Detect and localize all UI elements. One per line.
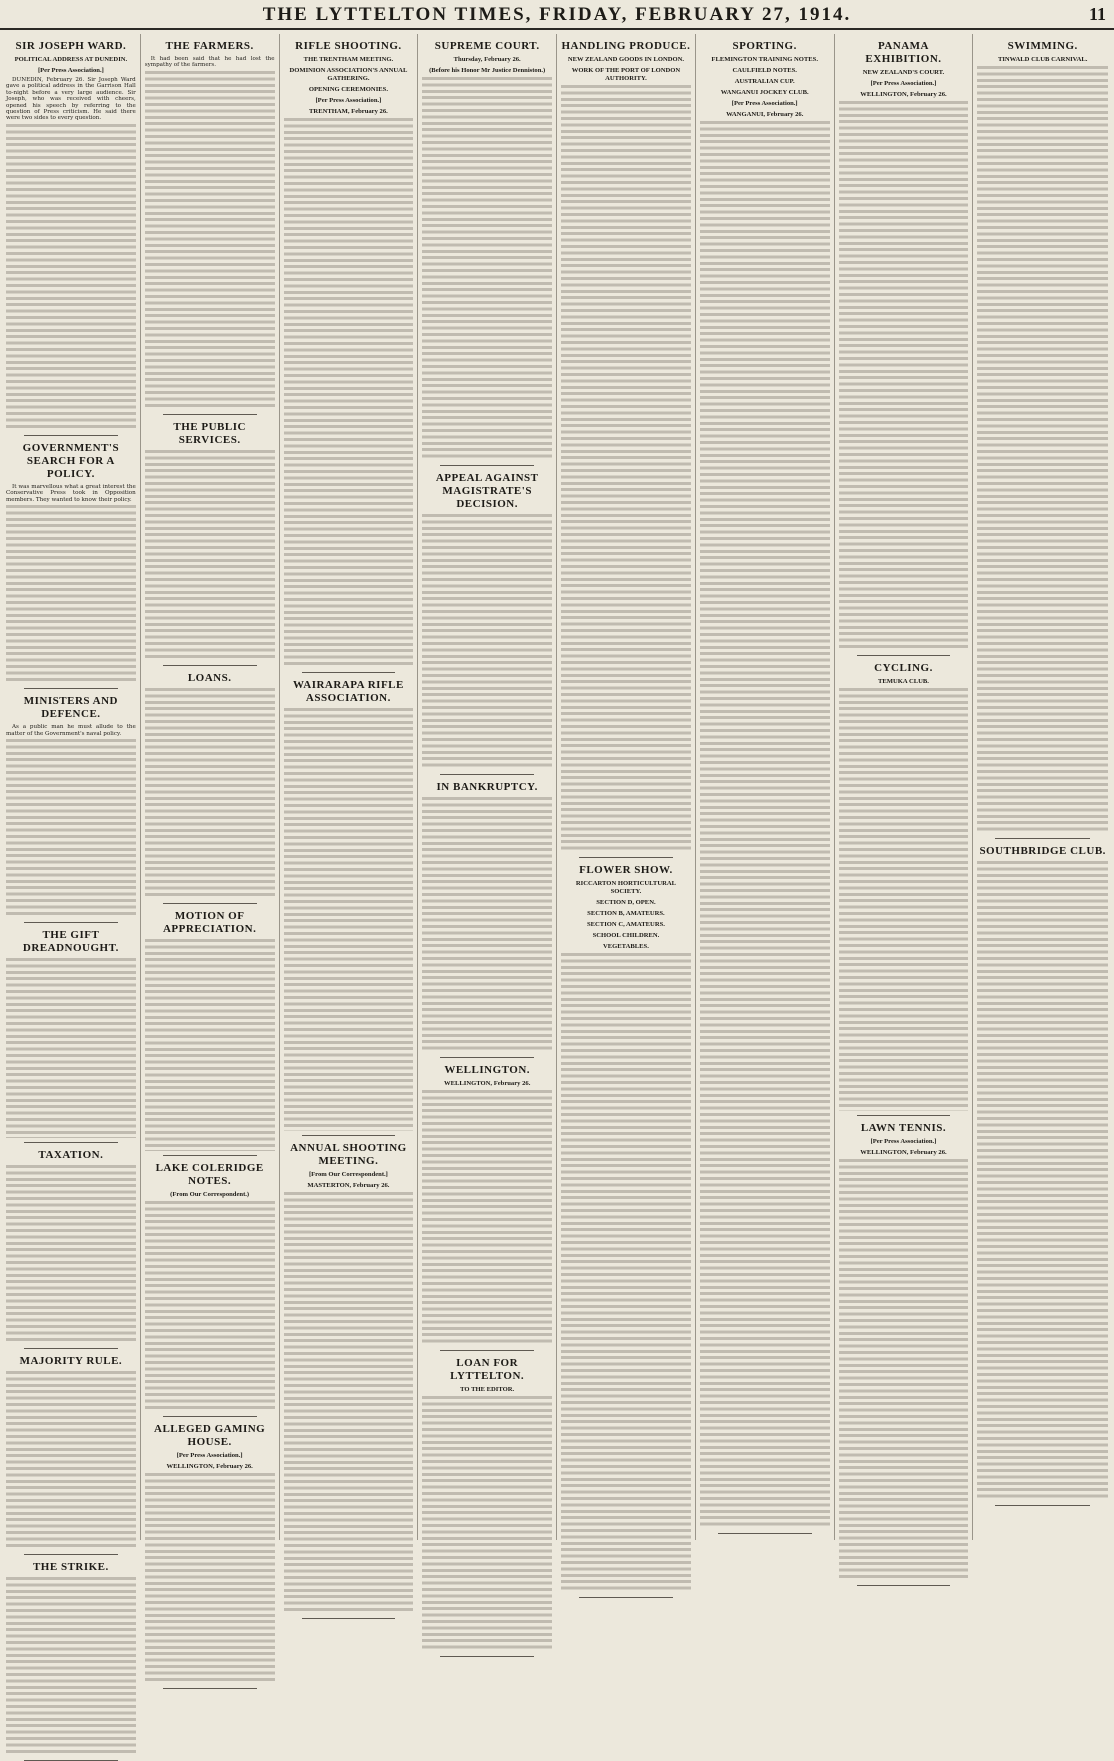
article-headline: TAXATION. xyxy=(38,1148,104,1161)
article-headline: CYCLING. xyxy=(874,662,933,675)
article-headline: THE STRIKE. xyxy=(32,1561,109,1573)
body-text-block xyxy=(700,121,830,1529)
article-divider xyxy=(302,672,396,673)
body-text-block xyxy=(839,1159,969,1581)
article-subhead: SCHOOL CHILDREN. xyxy=(592,932,660,939)
article-subhead: [From Our Correspondent.] xyxy=(308,1170,388,1178)
column-7 xyxy=(835,34,974,1540)
newspaper-columns xyxy=(2,34,1112,1573)
article-divider xyxy=(302,1135,396,1136)
body-text-block xyxy=(284,1192,414,1614)
article-headline: THE GIFT DREADNOUGHT. xyxy=(22,929,119,955)
article-divider xyxy=(440,1656,534,1657)
article-subhead: WANGANUI JOCKEY CLUB. xyxy=(720,89,809,96)
article-headline: FLOWER SHOW. xyxy=(579,864,673,876)
article-subhead: WORK OF THE PORT OF LONDON AUTHORITY. xyxy=(571,67,681,82)
article-headline: WAIRARAPA RIFLE ASSOCIATION. xyxy=(292,679,404,705)
article-subhead: WELLINGTON, February 26. xyxy=(860,91,947,98)
article-divider xyxy=(440,1350,534,1351)
article-subhead: SECTION D, OPEN. xyxy=(596,899,656,906)
article-lead: It was marvellous what a great interest the Conservative Press took in Opposition members. They wanted to know their policy. xyxy=(6,484,136,503)
article-divider xyxy=(302,1618,396,1619)
article-subhead: (From Our Correspondent.) xyxy=(170,1190,250,1198)
article-headline: SWIMMING. xyxy=(1007,40,1078,52)
article-subhead: (Before his Honor Mr Justice Denniston.) xyxy=(429,67,546,74)
article-subhead: WELLINGTON, February 26. xyxy=(166,1462,253,1470)
article-divider xyxy=(163,1155,257,1156)
article-subhead: [Per Press Association.] xyxy=(315,97,382,104)
body-text-block xyxy=(422,514,552,770)
article-headline: MINISTERS AND DEFENCE. xyxy=(23,695,118,721)
body-text-block xyxy=(145,688,275,899)
body-text-block xyxy=(977,66,1108,834)
article-divider xyxy=(24,688,118,689)
body-text-block xyxy=(6,1165,136,1344)
article-divider xyxy=(857,1115,951,1116)
article-lead: It had been said that he had lost the sympathy of the farmers. xyxy=(144,56,275,69)
article-subhead: [Per Press Association.] xyxy=(870,80,937,87)
column-2 xyxy=(141,34,280,1540)
article-subhead: POLITICAL ADDRESS AT DUNEDIN. xyxy=(14,56,128,63)
article-divider xyxy=(163,414,257,415)
article-subhead: MASTERTON, February 26. xyxy=(307,1181,390,1189)
column-6 xyxy=(696,34,835,1540)
article-divider xyxy=(163,1688,257,1689)
newspaper-title: THE LYTTELTON TIMES, FRIDAY, FEBRUARY 27, 1914. xyxy=(262,4,852,25)
article-divider xyxy=(24,922,118,923)
body-text-block xyxy=(284,708,414,1130)
article-subhead: WANGANUI, February 26. xyxy=(726,111,804,118)
article-divider xyxy=(163,1416,257,1417)
article-divider xyxy=(24,1348,118,1349)
article-subhead: RICCARTON HORTICULTURAL SOCIETY. xyxy=(575,880,676,895)
article-headline: THE FARMERS. xyxy=(165,40,254,52)
article-subhead: THE TRENTHAM MEETING. xyxy=(303,56,394,63)
article-divider xyxy=(24,1142,118,1143)
body-text-block xyxy=(6,958,136,1137)
article-divider xyxy=(579,1597,673,1598)
article-subhead: AUSTRALIAN CUP. xyxy=(734,78,795,85)
article-divider xyxy=(24,435,118,436)
article-headline: SOUTHBRIDGE CLUB. xyxy=(979,845,1106,857)
body-text-block xyxy=(6,505,136,684)
article-headline: MAJORITY RULE. xyxy=(19,1354,123,1367)
article-headline: PANAMA EXHIBITION. xyxy=(865,40,942,65)
article-subhead: TRENTHAM, February 26. xyxy=(309,108,388,115)
article-divider xyxy=(440,465,534,466)
article-headline: ALLEGED GAMING HOUSE. xyxy=(154,1422,266,1448)
article-divider xyxy=(579,857,673,858)
column-5 xyxy=(557,34,696,1540)
article-subhead: Thursday, February 26. xyxy=(453,56,521,63)
column-1 xyxy=(2,34,141,1573)
article-lead: DUNEDIN, February 26. Sir Joseph Ward gave a political address in the Garrison Hall to-night before a very large audience. Sir Joseph, who was received with cheers, opened his speech by referring to the question of Press criticism. He said there were two sides to every question. xyxy=(6,77,136,122)
article-divider xyxy=(995,838,1090,839)
article-divider xyxy=(163,665,257,666)
article-headline: LAWN TENNIS. xyxy=(860,1121,947,1134)
body-text-block xyxy=(145,71,275,410)
article-divider xyxy=(857,1585,951,1586)
article-headline: LOANS. xyxy=(187,672,232,685)
column-8 xyxy=(973,34,1112,1540)
body-text-block xyxy=(145,1201,275,1412)
article-subhead: SECTION C, AMATEURS. xyxy=(586,921,665,928)
article-subhead: WELLINGTON, February 26. xyxy=(444,1080,531,1087)
body-text-block xyxy=(977,861,1108,1501)
body-text-block xyxy=(145,939,275,1150)
body-text-block xyxy=(839,688,969,1110)
body-text-block xyxy=(561,953,691,1593)
body-text-block xyxy=(284,118,414,668)
article-subhead: TINWALD CLUB CARNIVAL. xyxy=(997,56,1088,63)
article-headline: THE PUBLIC SERVICES. xyxy=(173,421,246,446)
body-text-block xyxy=(561,85,691,853)
article-subhead: CAULFIELD NOTES. xyxy=(732,67,797,74)
article-subhead: [Per Press Association.] xyxy=(870,1137,937,1145)
body-text-block xyxy=(145,450,275,661)
article-subhead: VEGETABLES. xyxy=(603,943,649,950)
article-subhead: OPENING CEREMONIES. xyxy=(308,86,388,93)
body-text-block xyxy=(145,1473,275,1684)
body-text-block xyxy=(6,1577,136,1756)
body-text-block xyxy=(6,1371,136,1550)
article-headline: SPORTING. xyxy=(732,40,797,52)
article-headline: GOVERNMENT'S SEARCH FOR A POLICY. xyxy=(22,442,120,481)
body-text-block xyxy=(6,124,136,431)
article-subhead: TEMUKA CLUB. xyxy=(878,678,929,686)
article-headline: ANNUAL SHOOTING MEETING. xyxy=(290,1141,407,1167)
article-headline: HANDLING PRODUCE. xyxy=(561,40,691,52)
article-divider xyxy=(995,1505,1090,1506)
article-headline: RIFLE SHOOTING. xyxy=(295,40,402,52)
body-text-block xyxy=(839,101,969,651)
article-subhead: TO THE EDITOR. xyxy=(460,1386,515,1393)
article-headline: SUPREME COURT. xyxy=(434,40,540,52)
column-4 xyxy=(418,34,557,1540)
column-3 xyxy=(280,34,419,1540)
article-subhead: FLEMINGTON TRAINING NOTES. xyxy=(711,56,818,63)
body-text-block xyxy=(422,797,552,1053)
article-subhead: SECTION B, AMATEURS. xyxy=(587,910,665,917)
masthead xyxy=(0,0,1114,30)
article-divider xyxy=(24,1554,118,1555)
body-text-block xyxy=(422,77,552,461)
article-headline: LAKE COLERIDGE NOTES. xyxy=(155,1161,264,1187)
article-divider xyxy=(440,1057,534,1058)
article-headline: MOTION OF APPRECIATION. xyxy=(162,910,257,936)
article-subhead: NEW ZEALAND GOODS IN LONDON. xyxy=(567,56,685,63)
article-headline: LOAN FOR LYTTELTON. xyxy=(450,1357,525,1382)
article-lead: As a public man he must allude to the matter of the Government's naval policy. xyxy=(6,724,136,737)
article-subhead: DOMINION ASSOCIATION'S ANNUAL GATHERING. xyxy=(289,67,408,82)
article-divider xyxy=(857,655,951,656)
body-text-block xyxy=(422,1396,552,1652)
page-number: 11 xyxy=(1088,4,1106,24)
article-subhead: WELLINGTON, February 26. xyxy=(860,1148,947,1156)
article-headline: IN BANKRUPTCY. xyxy=(436,781,538,793)
article-subhead: NEW ZEALAND'S COURT. xyxy=(862,69,945,76)
article-headline: SIR JOSEPH WARD. xyxy=(15,40,127,52)
article-subhead: [Per Press Association.] xyxy=(37,67,104,74)
article-subhead: [Per Press Association.] xyxy=(731,100,798,107)
body-text-block xyxy=(6,739,136,918)
article-divider xyxy=(440,774,534,775)
body-text-block xyxy=(422,1090,552,1346)
article-divider xyxy=(718,1533,812,1534)
article-divider xyxy=(163,903,257,904)
article-headline: WELLINGTON. xyxy=(444,1064,531,1076)
article-headline: APPEAL AGAINST MAGISTRATE'S DECISION. xyxy=(435,472,539,510)
article-subhead: [Per Press Association.] xyxy=(176,1451,243,1459)
